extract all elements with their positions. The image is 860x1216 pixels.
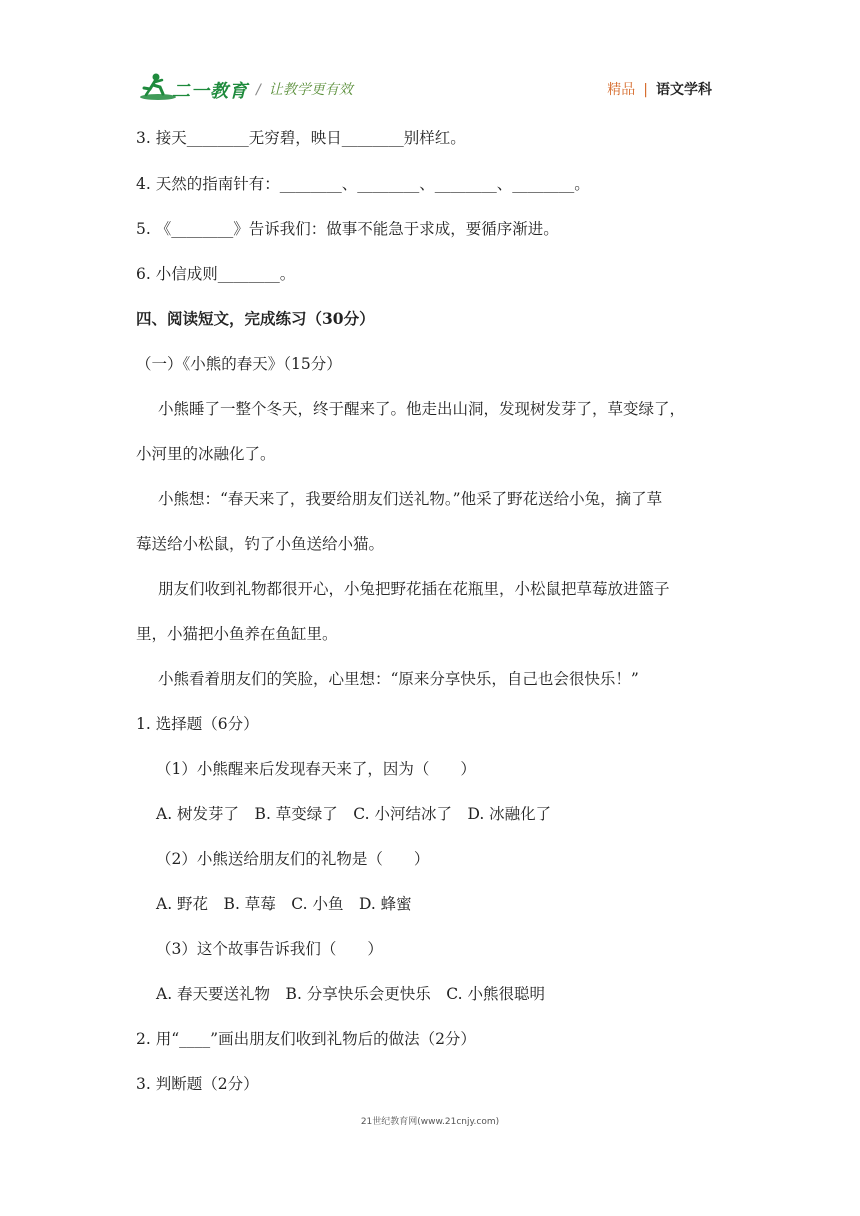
slogan	[256, 79, 353, 99]
question-5: 5. 《________》告诉我们：做事不能急于求成，要循序渐进。	[136, 220, 559, 238]
subject-label: 语文学科	[656, 82, 712, 98]
logo	[136, 72, 248, 102]
question-4: 4. 天然的指南针有：________、________、________、________。	[136, 175, 590, 193]
badge-separator: |	[643, 82, 648, 98]
passage-paragraph-3-cont: 里，小猫把小鱼养在鱼缸里。	[136, 625, 338, 643]
logo-text: 二一教育	[172, 81, 248, 102]
question-3: 3. 接天________无穷碧，映日________别样红。	[136, 129, 466, 147]
slogan-text: 让教学更有效	[268, 82, 353, 98]
exercise-1-q2-options: A. 野花 B. 草莓 C. 小鱼 D. 蜂蜜	[156, 895, 412, 913]
passage-paragraph-4: 小熊看着朋友们的笑脸，心里想：“原来分享快乐，自己也会很快乐！”	[158, 670, 639, 688]
exercise-1-q3: （3）这个故事告诉我们（ ）	[156, 940, 383, 958]
passage-paragraph-1-cont: 小河里的冰融化了。	[136, 445, 276, 463]
exercise-1-q3-options: A. 春天要送礼物 B. 分享快乐会更快乐 C. 小熊很聪明	[156, 985, 545, 1003]
passage-paragraph-2: 小熊想：“春天来了，我要给朋友们送礼物。”他采了野花送给小兔，摘了草	[158, 490, 663, 508]
page-footer: 21世纪教育网(www.21cnjy.com)	[360, 1117, 500, 1127]
subject-badge	[607, 79, 712, 99]
page-header	[136, 70, 726, 106]
exercise-2-title: 2. 用“____”画出朋友们收到礼物后的做法（2分）	[136, 1030, 476, 1048]
exercise-1-q1: （1）小熊醒来后发现春天来了，因为（ ）	[156, 760, 476, 778]
premium-label: 精品	[607, 82, 636, 98]
passage-paragraph-3: 朋友们收到礼物都很开心，小兔把野花插在花瓶里，小松鼠把草莓放进篮子	[158, 580, 670, 598]
question-6: 6. 小信成则________。	[136, 265, 296, 283]
exercise-3-title: 3. 判断题（2分）	[136, 1075, 259, 1093]
passage-paragraph-2-cont: 莓送给小松鼠，钓了小鱼送给小猫。	[136, 535, 385, 553]
exercise-1-title: 1. 选择题（6分）	[136, 715, 259, 733]
exercise-1-q2: （2）小熊送给朋友们的礼物是（ ）	[156, 850, 430, 868]
section-heading: 四、阅读短文，完成练习（30分）	[136, 309, 375, 328]
passage-title: （一）《小熊的春天》（15分）	[136, 355, 342, 373]
slogan-separator: /	[256, 82, 261, 98]
passage-paragraph-1: 小熊睡了一整个冬天，终于醒来了。他走出山洞，发现树发芽了，草变绿了，	[158, 400, 686, 418]
runner-logo-icon	[136, 72, 176, 102]
exercise-1-q1-options: A. 树发芽了 B. 草变绿了 C. 小河结冰了 D. 冰融化了	[156, 805, 552, 823]
